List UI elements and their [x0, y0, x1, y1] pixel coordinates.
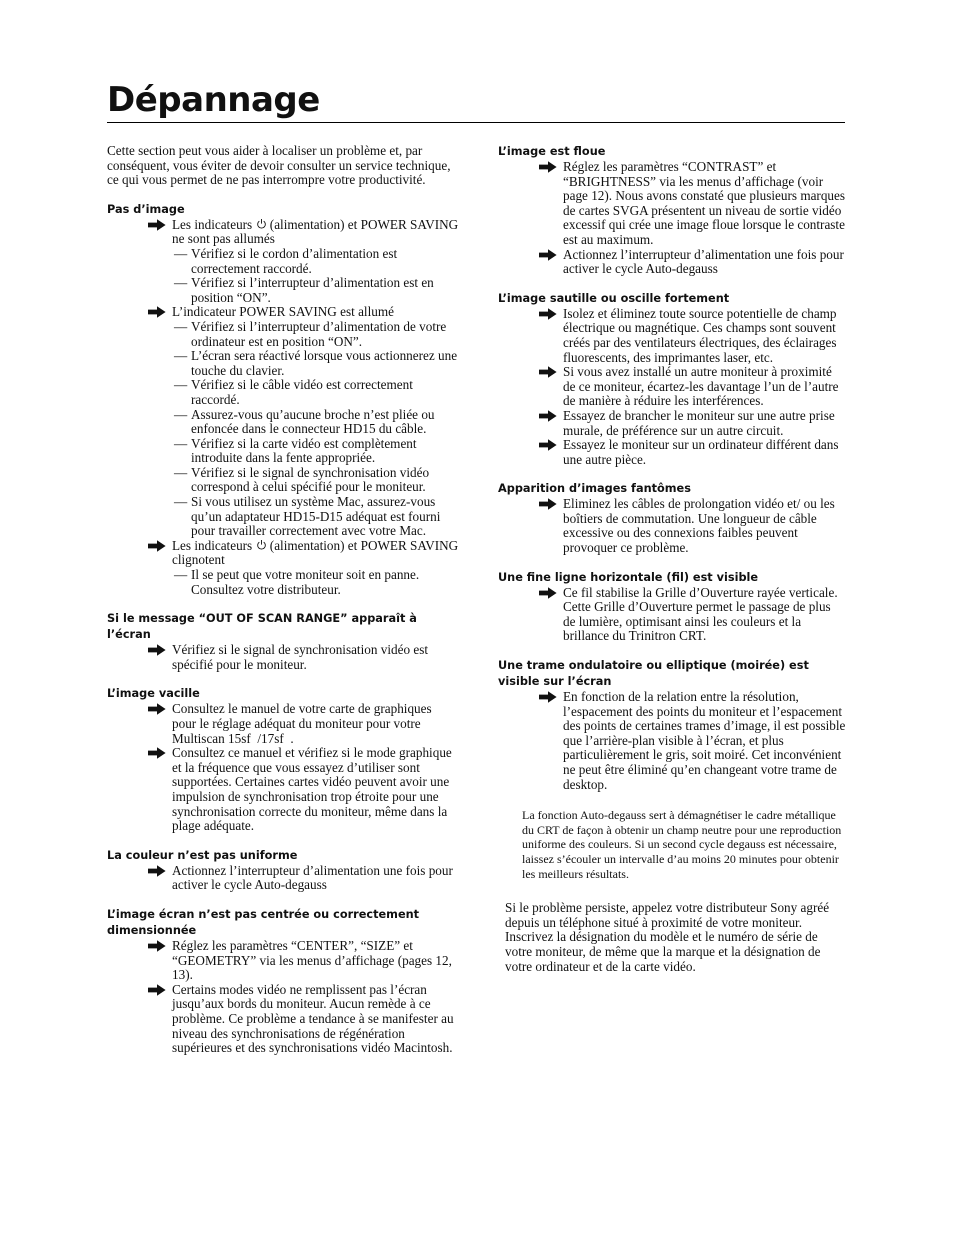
sub-item: [172, 276, 459, 305]
sub-item: [172, 466, 459, 495]
item-text: Les indicateurs: [172, 216, 253, 232]
item-text: Réglez les paramètres “CONTRAST” et “BRIGHTNESS” via les menus d’affichage (voir page 12). Nous avons constaté que plusieurs marques de cartes SVGA présentent un niveau de sortie vidéo excessif qui crée une image floue lorsque le contraste est au maximum.: [563, 159, 845, 247]
item-text: Consultez le manuel de votre carte de graphiques pour le réglage adéquat du moniteur pour votre Multiscan 15sf /17sf .: [172, 701, 432, 746]
bullet-list: [498, 160, 846, 277]
right-arrow-icon: [147, 539, 167, 553]
list-item: [107, 864, 459, 893]
section-sautille: [498, 291, 846, 468]
right-arrow-icon: [538, 160, 558, 174]
right-arrow-icon: [147, 305, 167, 319]
list-item: [498, 409, 846, 438]
list-item: [107, 983, 459, 1056]
item-text: Essayez de brancher le moniteur sur une autre prise murale, de préférence sur un autre circuit.: [563, 407, 835, 438]
item-text: (alimentation) et POWER SAVING ne sont pas allumés: [172, 216, 459, 247]
dash-marker: —: [174, 435, 188, 451]
section-fantomes: [498, 481, 846, 555]
bullet-list: [107, 864, 459, 893]
list-item: [498, 586, 846, 644]
item-text: Actionnez l’interrupteur d’alimentation une fois pour activer le cycle Auto-degauss: [563, 246, 844, 277]
section-heading: L’image écran n’est pas centrée ou correctement dimensionnée: [107, 907, 420, 937]
sub-item: [172, 378, 459, 407]
dash-marker: —: [174, 567, 188, 583]
right-arrow-icon: [147, 643, 167, 657]
item-text: Essayez le moniteur sur un ordinateur différent dans une autre pièce.: [563, 437, 839, 467]
item-text: Les indicateurs: [172, 537, 253, 553]
bullet-list: [107, 939, 459, 1056]
item-text: Si vous avez installé un autre moniteur à proximité de ce moniteur, écartez-les davantage l’un de l’autre de manière à réduire les interférences.: [563, 364, 839, 409]
list-item: [107, 746, 459, 834]
sub-list: [172, 568, 459, 597]
section-floue: [498, 144, 846, 277]
list-item: [498, 248, 846, 277]
section-out-of-scan: [107, 611, 459, 672]
section-heading: Pas d’image: [107, 202, 185, 216]
section-heading: L’image sautille ou oscille fortement: [498, 291, 730, 305]
sub-item: [172, 349, 459, 378]
sub-item: [172, 320, 459, 349]
list-item: [498, 438, 846, 467]
dash-marker: —: [174, 377, 188, 393]
item-text: Réglez les paramètres “CENTER”, “SIZE” et “GEOMETRY” via les menus d’affichage (pages 12, 13).: [172, 937, 452, 983]
bullet-list: [498, 497, 846, 555]
bullet-list: [107, 702, 459, 833]
page-title: Dépannage: [107, 80, 320, 120]
sub-item-text: L’écran sera réactivé lorsque vous actionnerez une touche du clavier.: [191, 348, 458, 378]
section-ligne: [498, 570, 846, 644]
sub-item-text: Assurez-vous qu’aucune broche n’est pliée ou enfoncée dans le connecteur HD15 du câble.: [191, 406, 435, 437]
right-arrow-icon: [147, 702, 167, 716]
right-column: [498, 144, 846, 974]
sub-list: [172, 247, 459, 305]
list-item: [107, 539, 459, 597]
bullet-list: [498, 690, 846, 792]
right-arrow-icon: [538, 307, 558, 321]
sub-item-text: Vérifiez si le signal de synchronisation vidéo correspond à celui spécifié pour le moniteur.: [191, 464, 430, 495]
item-text: En fonction de la relation entre la résolution, l’espacement des points du moniteur et l’espacement des points de certaines trames d’image, il est possible que l’arrière-plan visible à l’écran, et plus particulièrement le gris, soit moiré. Cet inconvénient ne peut être éliminé qu’en changeant votre trame de desktop.: [563, 689, 846, 792]
section-vacille: [107, 686, 459, 833]
item-text: (alimentation) et POWER SAVING clignotent: [172, 537, 459, 568]
power-icon: [256, 539, 267, 551]
item-text: Consultez ce manuel et vérifiez si le mode graphique et la fréquence que vous essayez d’utiliser sont supportées. Certaines cartes vidéo peuvent avoir une impulsion de synchronisation trop étroite pour une synchronisation correcte du moniteur, même dans la plage adéquate.: [172, 745, 452, 834]
sub-item-text: Vérifiez si la carte vidéo est complètement introduite dans la fente appropriée.: [191, 435, 417, 466]
right-arrow-icon: [147, 983, 167, 997]
list-item: [107, 218, 459, 306]
right-arrow-icon: [147, 939, 167, 953]
section-heading: L’image est floue: [498, 145, 606, 158]
right-arrow-icon: [538, 438, 558, 452]
bullet-list: [498, 586, 846, 644]
sub-item-text: Vérifiez si le câble vidéo est correctement raccordé.: [191, 377, 413, 407]
bullet-list: [107, 218, 459, 597]
sub-item: [172, 495, 459, 539]
item-text: Certains modes vidéo ne remplissent pas l’écran jusqu’aux bords du moniteur. Aucun remède à ce problème. Ce problème a tendance à se manifester au niveau des synchronisations de régénération supérieures et des synchronisations vidéo Macintosh.: [172, 981, 454, 1056]
power-icon: [256, 218, 267, 230]
right-arrow-icon: [538, 365, 558, 379]
sub-item-text: Vérifiez si le cordon d’alimentation est correctement raccordé.: [191, 245, 398, 276]
closing-paragraph: Si le problème persiste, appelez votre distributeur Sony agréé depuis un téléphone situé à proximité de votre moniteur.: [505, 900, 830, 930]
dash-marker: —: [174, 464, 188, 480]
right-arrow-icon: [147, 864, 167, 878]
sub-item: [172, 437, 459, 466]
list-item: [498, 307, 846, 365]
dash-marker: —: [174, 406, 188, 422]
item-text: Actionnez l’interrupteur d’alimentation une fois pour activer le cycle Auto-degauss: [172, 862, 453, 893]
bullet-list: [498, 307, 846, 468]
list-item: [107, 702, 459, 746]
closing-paragraph: Inscrivez la désignation du modèle et le numéro de série de votre moniteur, de même que la marque et la désignation de votre ordinateur et de la carte vidéo.: [505, 929, 821, 974]
list-item: [498, 365, 846, 409]
right-arrow-icon: [538, 248, 558, 262]
dash-marker: —: [174, 318, 188, 334]
right-arrow-icon: [538, 497, 558, 511]
item-text: Eliminez les câbles de prolongation vidéo et/ ou les boîtiers de commutation. Une longueur de câble excessive ou des connexions faibles peuvent provoquer ce problème.: [563, 496, 835, 556]
item-text: Isolez et éliminez toute source potentielle de champ électrique ou magnétique. Ces champs sont souvent créés par des ventilateurs électriques, des éclairages fluorescents, des imprimantes laser, etc.: [563, 305, 837, 365]
list-item: [107, 305, 459, 539]
section-heading: Une trame ondulatoire ou elliptique (moirée) est visible sur l’écran: [498, 659, 809, 689]
sub-item: [172, 408, 459, 437]
dash-marker: —: [174, 275, 188, 291]
sub-item-text: Si vous utilisez un système Mac, assurez-vous qu’un adaptateur HD15-D15 adéquat est fourni pour travailler correctement avec votre Mac.: [191, 494, 441, 539]
intro-paragraph: Cette section peut vous aider à localiser un problème et, par conséquent, vous éviter de devoir consulter un service technique, ce qui vous permet de ne pas interrompre votre productivité.: [107, 143, 451, 188]
section-centree: [107, 907, 459, 1056]
sub-item: [172, 247, 459, 276]
list-item: [498, 690, 846, 792]
item-text: Vérifiez si le signal de synchronisation vidéo est spécifié pour le moniteur.: [172, 642, 428, 672]
sub-item-text: Vérifiez si l’interrupteur d’alimentation de votre ordinateur est en position “ON”.: [191, 318, 447, 349]
right-arrow-icon: [538, 690, 558, 704]
list-item: [107, 643, 459, 672]
section-heading: La couleur n’est pas uniforme: [107, 848, 298, 862]
dash-marker: —: [174, 494, 188, 510]
sub-item-text: Il se peut que votre moniteur soit en panne. Consultez votre distributeur.: [191, 567, 420, 597]
section-pas-image: [107, 202, 459, 597]
bullet-list: [107, 643, 459, 672]
list-item: [498, 160, 846, 248]
item-text: Ce fil stabilise la Grille d’Ouverture rayée verticale. Cette Grille d’Ouverture permet le passage de plus de lumière, optimisant ainsi les couleurs et la brillance du Trinitron CRT.: [563, 584, 838, 644]
closing-text: [505, 901, 846, 974]
item-text: L’indicateur POWER SAVING est allumé: [172, 304, 394, 320]
sub-item: [172, 568, 459, 597]
section-heading: Apparition d’images fantômes: [498, 482, 691, 496]
section-moiree: [498, 658, 846, 792]
dash-marker: —: [174, 245, 188, 261]
section-couleur: [107, 848, 459, 893]
right-arrow-icon: [538, 409, 558, 423]
section-heading: Si le message “OUT OF SCAN RANGE” apparaît à l’écran: [107, 612, 417, 642]
right-arrow-icon: [538, 586, 558, 600]
title-rule: [107, 122, 845, 123]
right-arrow-icon: [147, 218, 167, 232]
degauss-note: La fonction Auto-degauss sert à démagnétiser le cadre métallique du CRT de façon à obtenir un champ neutre pour une reproduction uniforme des couleurs. Si un second cycle degauss est nécessaire, laissez s’écouler un intervalle d’au moins 20 minutes pour obtenir les meilleurs résultats.: [522, 808, 842, 881]
dash-marker: —: [174, 348, 188, 364]
sub-item-text: Vérifiez si l’interrupteur d’alimentation est en position “ON”.: [191, 275, 434, 305]
section-heading: Une fine ligne horizontale (fil) est visible: [498, 570, 759, 584]
list-item: [107, 939, 459, 983]
section-heading: L’image vacille: [107, 687, 200, 701]
list-item: [498, 497, 846, 555]
right-arrow-icon: [147, 746, 167, 760]
left-column: [107, 144, 459, 1056]
sub-list: [172, 320, 459, 539]
